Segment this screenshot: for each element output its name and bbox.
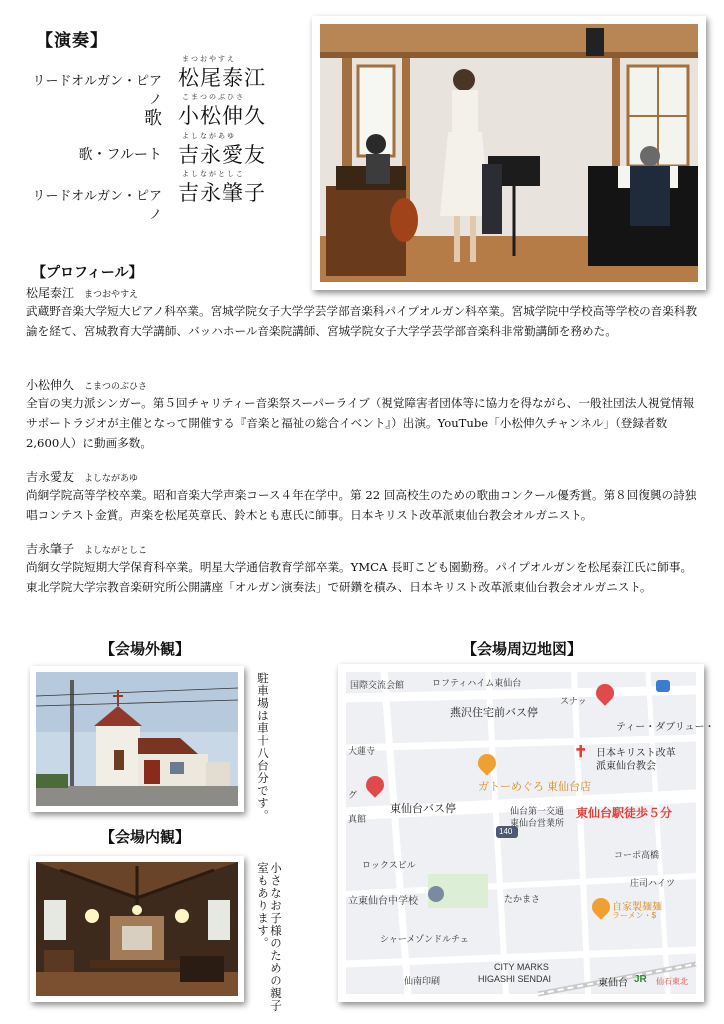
performer-role: リードオルガン・ピアノ: [32, 189, 162, 223]
profile-reading: よしながあゆ: [84, 474, 139, 484]
performer-reading: こまつのぶひさ: [182, 93, 245, 101]
profile-heading: 【プロフィール】: [32, 265, 143, 281]
map-label: 大蓮寺: [348, 746, 376, 756]
map-label: 国際交流会館: [350, 680, 405, 690]
concert-photo-illustration: [312, 16, 706, 290]
map-label: ラーメン・$: [612, 911, 657, 920]
jr-label: JR: [634, 974, 647, 985]
exterior-note: 駐車場は車十八台分です。: [256, 672, 270, 822]
map-label: シャーメゾンドルチェ: [380, 934, 469, 944]
map-label: HIGASHI SENDAI: [478, 974, 552, 984]
exterior-photo: [30, 666, 244, 812]
map-label: 真館: [348, 814, 367, 824]
map-label: 派東仙台教会: [596, 761, 656, 772]
interior-photo: [30, 856, 244, 1002]
map-label: 燕沢住宅前バス停: [450, 707, 538, 719]
map-label: コーポ高橋: [614, 850, 660, 860]
church-exterior-illustration: [30, 666, 244, 812]
interior-heading: 【会場内観】: [100, 828, 191, 846]
exterior-heading: 【会場外観】: [100, 640, 191, 658]
performer-role: 歌・フルート: [78, 147, 162, 163]
school-icon: [428, 886, 444, 902]
performer-name: 吉永肇子: [178, 181, 266, 205]
profile-text: 尚絅女学院短期大学保育科卒業。明星大学通信教育学部卒業。YMCA 長町こども園勤務。パイプオルガンを松尾泰江氏に師事。東北学院大学宗教音楽研究所公開講座「オルガン演奏法」で研鑽を積み、日本キリスト改革派東仙台教会オルガニスト。: [26, 560, 693, 594]
map-label: 自家製麺麺: [612, 902, 662, 913]
profile-reading: よしながとしこ: [84, 546, 148, 556]
map-label: グ: [348, 790, 358, 800]
profile-name-text: 小松伸久: [26, 378, 75, 392]
performer-reading: よしながあゆ: [182, 132, 236, 140]
map-label: 仙南印刷: [404, 976, 441, 986]
performer-name: 小松伸久: [178, 104, 266, 128]
profile-name: [26, 284, 698, 301]
profile-entry: [26, 284, 698, 341]
map-label: ティー・ダブリュー・: [616, 722, 715, 733]
map-label: CITY MARKS: [494, 962, 549, 972]
performer-name: 吉永愛友: [178, 143, 266, 167]
profile-name-text: 松尾泰江: [26, 286, 75, 300]
map-label: 日本キリスト改革: [596, 748, 676, 759]
map-label: 庄司ハイツ: [630, 878, 676, 888]
profile-name-text: 吉永愛友: [26, 470, 75, 484]
map-label: ガトーめぐろ 東仙台店: [478, 781, 592, 793]
performer-name: 松尾泰江: [178, 66, 266, 90]
interior-note: 小さなお子様のための親子室もあります。: [256, 862, 283, 1012]
map-label: 東仙台: [598, 978, 628, 989]
profile-entry: [26, 376, 698, 453]
map-label: 140: [499, 827, 513, 836]
church-cross-icon[interactable]: ✝: [574, 742, 588, 761]
area-map[interactable]: [338, 664, 715, 1002]
profile-name: [26, 468, 698, 485]
profile-reading: まつおやすえ: [84, 290, 139, 300]
map-label: 東仙台営業所: [510, 818, 565, 828]
map-label: 仙石東北: [656, 977, 688, 986]
profile-name: [26, 376, 698, 393]
performer-reading: まつおやすえ: [182, 55, 236, 63]
profile-entry: [26, 540, 698, 597]
performer-reading: よしながとしこ: [182, 170, 245, 178]
performer-role: 歌: [144, 108, 162, 129]
station-walk-note: 東仙台駅徒歩５分: [576, 806, 673, 820]
profile-entry: [26, 468, 698, 525]
profile-name-text: 吉永肇子: [26, 542, 75, 556]
map-heading: 【会場周辺地図】: [462, 640, 583, 658]
profile-text: 尚絅学院高等学校卒業。昭和音楽大学声楽コース４年在学中。第 22 回高校生のための歌曲コンクール優秀賞。第８回復興の詩独唱コンテスト金賞。声楽を松尾英章氏、鈴木とも恵氏に師事。日本キリスト改革派東仙台教会オルガニスト。: [26, 488, 697, 522]
map-label: 立東仙台中学校: [348, 896, 418, 907]
performer-role: リードオルガン・ピアノ: [32, 74, 162, 108]
map-label: 東仙台バス停: [390, 803, 456, 815]
map-label: ロフティハイム東仙台: [432, 678, 522, 688]
profile-name: [26, 540, 698, 557]
profile-reading: こまつのぶひさ: [84, 382, 148, 392]
map-label: ロックスビル: [362, 860, 416, 870]
bus-icon: [656, 680, 670, 692]
map-label: スナッ: [560, 696, 587, 706]
profile-text: 武蔵野音楽大学短大ピアノ科卒業。宮城学院女子大学学芸学部音楽科パイプオルガン科卒業。宮城学院中学校高等学校の音楽科教諭を経て、宮城教育大学講師、バッハホール音楽院講師、宮城学院女子大学学芸学部音楽科非常勤講師を務めた。: [26, 304, 698, 338]
performance-photo: [312, 16, 706, 290]
profile-text: 全盲の実力派シンガー。第５回チャリティー音楽祭スーパーライブ（視覚障害者団体等に協力を得ながら、一般社団法人視覚情報サポートラジオが主催となって開催する『音楽と福祉の総合イベント』）出演。YouTube「小松伸久チャンネル」（登録者数 2,600人）に動画多数。: [26, 396, 695, 450]
map-label: 仙台第一交通: [510, 806, 565, 816]
map-label: たかまさ: [504, 894, 541, 904]
performance-heading: 【演奏】: [36, 31, 108, 51]
church-interior-illustration: [30, 856, 244, 1002]
